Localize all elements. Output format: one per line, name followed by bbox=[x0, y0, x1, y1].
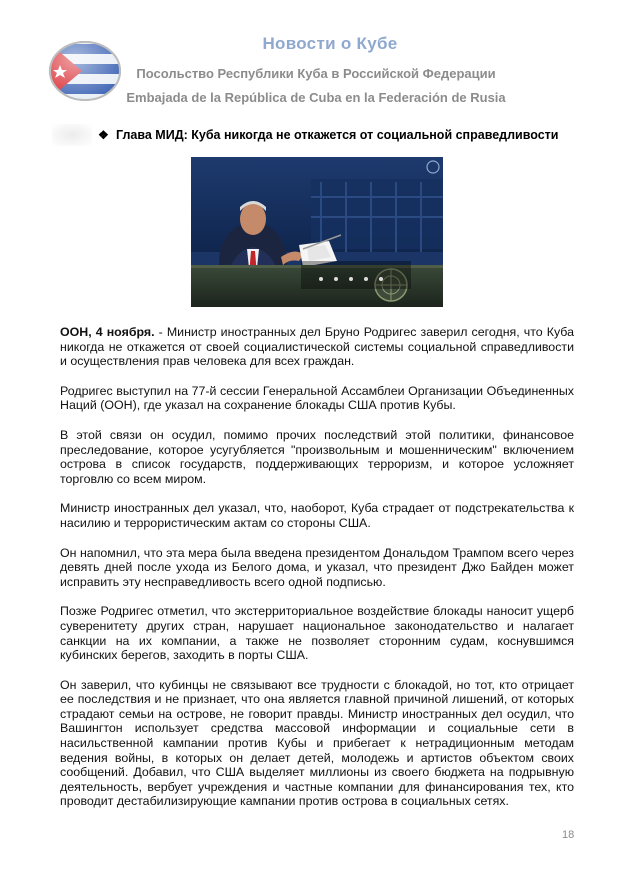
newsletter-title: Новости о Кубе bbox=[262, 34, 398, 53]
speaker-at-un-podium-photo bbox=[191, 157, 443, 307]
embassy-name-ru: Посольство Республики Куба в Российской Федерации bbox=[136, 66, 496, 81]
article-headline bbox=[98, 128, 588, 142]
diamond-bullet-icon: ❖ bbox=[98, 128, 109, 142]
article-paragraph-3: В этой связи он осудил, помимо прочих последствий этой политики, финансовое преследование, которое усугубляется "произвольным и мошенническим" включением острова в список государств, поддерживающих терроризм, и которое усложняет торговлю со всем миром. bbox=[60, 427, 574, 486]
decorative-blur bbox=[52, 124, 92, 146]
article-paragraph-7: Он заверил, что кубинцы не связывают все трудности с блокадой, но тот, кто отрицает ее последствия и не признает, что она является главной причиной лишений, от которых страдают семьи на острове, не говорит правды. Министр иностранных дел осудил, что Вашингтон использует средства массовой информации и социальные сети в насильственной кампании против Кубы и прибегает к нетрадиционным методам ведения войны, в которых он делает детей, молодежь и артистов объектом своих сообщений. Добавил, что США выделяет миллионы из своего бюджета на подрывную деятельность, вербует учреждения и частные компании для финансирования тех, кто проводит дестабилизирующие кампании против острова в социальных сетях. bbox=[60, 677, 574, 809]
article-paragraph-1 bbox=[60, 325, 574, 369]
article-body bbox=[60, 325, 574, 824]
article-paragraph-2: Родригес выступил на 77-й сессии Генеральной Ассамблеи Организации Объединенных Наций (ООН), где указал на сохранение блокады США против Кубы. bbox=[60, 383, 574, 413]
article-paragraph-6: Позже Родригес отметил, что экстерриториальное воздействие блокады наносит ущерб суверенитету других стран, нарушает национальное законодательство и налагает санкции на их компании, а также не позволяет сторонним судам, коснувшимся кубинских берегов, заходить в порты США. bbox=[60, 604, 574, 663]
paragraph-text: - Министр иностранных дел Бруно Родригес заверил сегодня, что Куба никогда не откажется от своей социалистической системы социальной справедливости и осуществления прав человека для всех граждан. bbox=[60, 325, 574, 369]
article-paragraph-5: Он напомнил, что эта мера была введена президентом Дональдом Трампом всего через девять дней после ухода из Белого дома, и указал, что президент Джо Байден может исправить эту несправедливость всего одной подписью. bbox=[60, 545, 574, 589]
article-paragraph-4: Министр иностранных дел указал, что, наоборот, Куба страдает от подстрекательства к насилию и террористическим актам со стороны США. bbox=[60, 501, 574, 530]
article-lead: ООН, 4 ноября. bbox=[60, 325, 155, 339]
page-number: 18 bbox=[562, 829, 575, 841]
headline-text: Глава МИД: Куба никогда не откажется от социальной справедливости bbox=[116, 128, 559, 142]
embassy-name-es: Embajada de la República de Cuba en la Federación de Rusia bbox=[126, 90, 506, 105]
